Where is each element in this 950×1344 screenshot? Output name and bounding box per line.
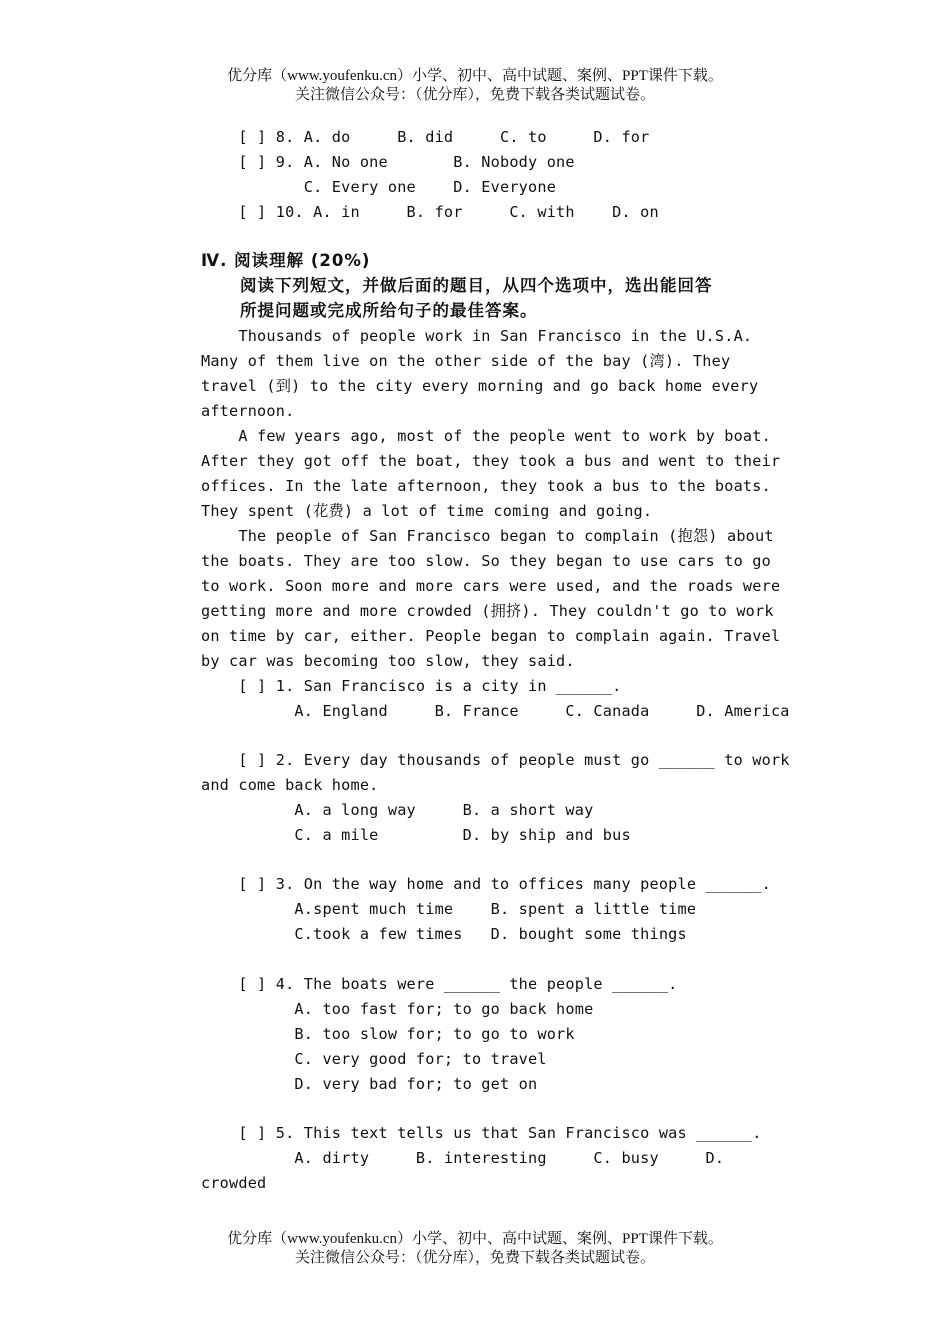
question-2: [ ] 2. Every day thousands of people must go ______ to work	[201, 751, 790, 769]
question-4-option-d: D. very bad for; to get on	[201, 1075, 538, 1093]
passage-line: They spent (花费) a lot of time coming and going.	[201, 502, 653, 520]
footer-line-1: 优分库（www.youfenku.cn）小学、初中、高中试题、案例、PPT课件下载。	[227, 1231, 723, 1247]
section-title: Ⅳ. 阅读理解 (20%)	[201, 251, 371, 270]
question-2-continued: and come back home.	[201, 776, 379, 794]
header-line-1: 优分库（www.youfenku.cn）小学、初中、高中试题、案例、PPT课件下载。	[227, 68, 723, 84]
cloze-question-8: [ ] 8. A. do B. did C. to D. for	[201, 128, 650, 146]
header-line-2: 关注微信公众号：（优分库），免费下载各类试题试卷。	[294, 87, 655, 103]
question-4-option-b: B. too slow for; to go to work	[201, 1025, 575, 1043]
passage-line: Many of them live on the other side of the bay (湾). They	[201, 352, 731, 370]
question-5-options-continued: crowded	[201, 1174, 267, 1192]
question-4-option-c: C. very good for; to travel	[201, 1050, 547, 1068]
passage-line: afternoon.	[201, 402, 295, 420]
passage-line: the boats. They are too slow. So they began to use cars to go	[201, 552, 771, 570]
passage-line: Thousands of people work in San Francisco in the U.S.A.	[201, 327, 753, 345]
passage-line: offices. In the late afternoon, they took a bus to the boats.	[201, 477, 771, 495]
footer-line-2: 关注微信公众号：（优分库），免费下载各类试题试卷。	[294, 1250, 655, 1266]
passage-line: A few years ago, most of the people went to work by boat.	[201, 427, 771, 445]
cloze-question-9: [ ] 9. A. No one B. Nobody one	[201, 153, 575, 171]
passage-line: travel (到) to the city every morning and go back home every	[201, 377, 759, 395]
question-2-options-cd: C. a mile D. by ship and bus	[201, 826, 631, 844]
question-1-options: A. England B. France C. Canada D. America	[201, 702, 790, 720]
passage-line: to work. Soon more and more cars were used, and the roads were	[201, 577, 781, 595]
question-4-option-a: A. too fast for; to go back home	[201, 1000, 594, 1018]
passage-line: After they got off the boat, they took a bus and went to their	[201, 452, 781, 470]
cloze-question-9-options: C. Every one D. Everyone	[201, 178, 557, 196]
question-2-options-ab: A. a long way B. a short way	[201, 801, 594, 819]
passage-line: getting more and more crowded (拥挤). They couldn't go to work	[201, 602, 774, 620]
question-5-options: A. dirty B. interesting C. busy D.	[201, 1149, 725, 1167]
section-instruction-1: 阅读下列短文，并做后面的题目，从四个选项中，选出能回答	[240, 276, 713, 295]
passage-line: The people of San Francisco began to complain (抱怨) about	[201, 527, 774, 545]
question-3: [ ] 3. On the way home and to offices many people ______.	[201, 875, 771, 893]
cloze-question-10: [ ] 10. A. in B. for C. with D. on	[201, 203, 659, 221]
section-instruction-2: 所提问题或完成所给句子的最佳答案。	[240, 301, 538, 320]
question-5: [ ] 5. This text tells us that San Francisco was ______.	[201, 1124, 762, 1142]
question-1: [ ] 1. San Francisco is a city in ______.	[201, 677, 622, 695]
question-3-options-cd: C.took a few times D. bought some things	[201, 925, 687, 943]
question-3-options-ab: A.spent much time B. spent a little time	[201, 900, 697, 918]
question-4: [ ] 4. The boats were ______ the people ______.	[201, 975, 678, 993]
passage-line: by car was becoming too slow, they said.	[201, 652, 575, 670]
passage-line: on time by car, either. People began to complain again. Travel	[201, 627, 781, 645]
